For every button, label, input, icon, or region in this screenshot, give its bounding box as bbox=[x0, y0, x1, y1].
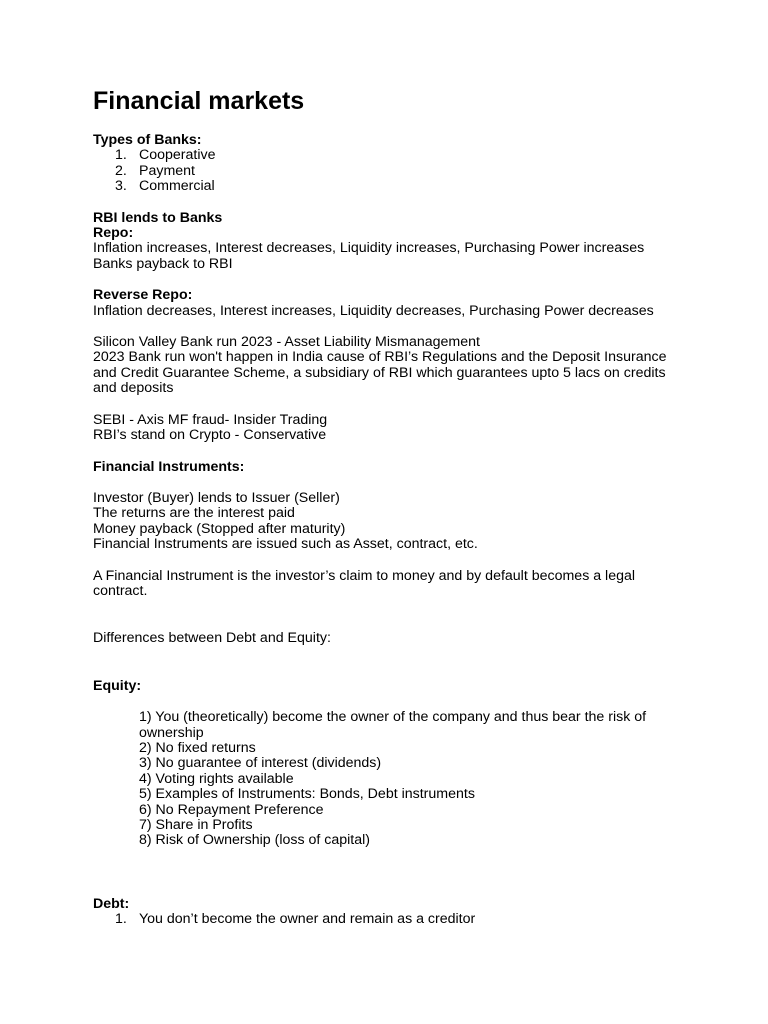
list-item-text: You don’t become the owner and remain as a creditor bbox=[139, 911, 476, 928]
list-item: 8) Risk of Ownership (loss of capital) bbox=[139, 832, 371, 849]
list-item bbox=[93, 912, 693, 927]
list-item: 2) No fixed returns bbox=[139, 739, 256, 756]
instruments-line: Money payback (Stopped after maturity) bbox=[93, 520, 346, 537]
list-item: 6) No Repayment Preference bbox=[139, 801, 324, 818]
equity-list bbox=[93, 710, 699, 849]
page-title: Financial markets bbox=[93, 87, 305, 115]
list-item: 4) Voting rights available bbox=[139, 770, 294, 787]
list-item: 7) Share in Profits bbox=[139, 817, 253, 833]
list-item bbox=[93, 148, 693, 163]
list-item-text: Cooperative bbox=[139, 147, 216, 164]
list-number: 2. bbox=[115, 162, 127, 179]
list-item bbox=[93, 164, 693, 179]
repo-heading: Repo: bbox=[93, 225, 134, 242]
list-item: 1) You (theoretically) become the owner of the company and thus bear the risk of ownership bbox=[139, 709, 647, 741]
debt-list bbox=[93, 912, 693, 927]
types-of-banks-heading: Types of Banks: bbox=[93, 132, 202, 148]
svb-line-1: Silicon Valley Bank run 2023 - Asset Liability Mismanagement bbox=[93, 334, 480, 351]
list-number: 1. bbox=[115, 147, 127, 164]
list-item bbox=[93, 179, 693, 194]
list-item-text: Commercial bbox=[139, 178, 215, 195]
reverse-repo-heading: Reverse Repo: bbox=[93, 287, 193, 304]
list-number: 1. bbox=[115, 911, 127, 928]
instrument-claim-paragraph: A Financial Instrument is the investor’s claim to money and by default becomes a legal contract. bbox=[93, 567, 636, 599]
types-of-banks-list bbox=[93, 148, 693, 194]
instruments-line: Investor (Buyer) lends to Issuer (Seller) bbox=[93, 489, 340, 506]
debt-heading: Debt: bbox=[93, 895, 130, 912]
reverse-repo-line-1: Inflation decreases, Interest increases, Liquidity decreases, Purchasing Power decreases bbox=[93, 302, 654, 319]
instruments-line: The returns are the interest paid bbox=[93, 505, 295, 522]
sebi-line-1: SEBI - Axis MF fraud- Insider Trading bbox=[93, 411, 328, 428]
list-item: 3) No guarantee of interest (dividends) bbox=[139, 755, 382, 772]
list-item-text: Payment bbox=[139, 162, 195, 179]
financial-instruments-heading: Financial Instruments: bbox=[93, 458, 245, 475]
document-page bbox=[93, 86, 693, 928]
list-item: 5) Examples of Instruments: Bonds, Debt instruments bbox=[139, 786, 475, 803]
list-number: 3. bbox=[115, 178, 127, 195]
differences-line: Differences between Debt and Equity: bbox=[93, 630, 331, 647]
rbi-heading: RBI lends to Banks bbox=[93, 209, 223, 226]
svb-paragraph: 2023 Bank run won't happen in India cause of RBI’s Regulations and the Deposit Insurance and Credit Guarantee Scheme, a subsidiary of RBI which guarantees upto 5 lacs on credits and deposits bbox=[93, 349, 667, 397]
repo-line-1: Inflation increases, Interest decreases, Liquidity increases, Purchasing Power increases bbox=[93, 240, 645, 257]
sebi-line-2: RBI’s stand on Crypto - Conservative bbox=[93, 427, 327, 444]
repo-line-2: Banks payback to RBI bbox=[93, 255, 233, 272]
instruments-line: Financial Instruments are issued such as Asset, contract, etc. bbox=[93, 536, 478, 553]
equity-heading: Equity: bbox=[93, 677, 142, 694]
